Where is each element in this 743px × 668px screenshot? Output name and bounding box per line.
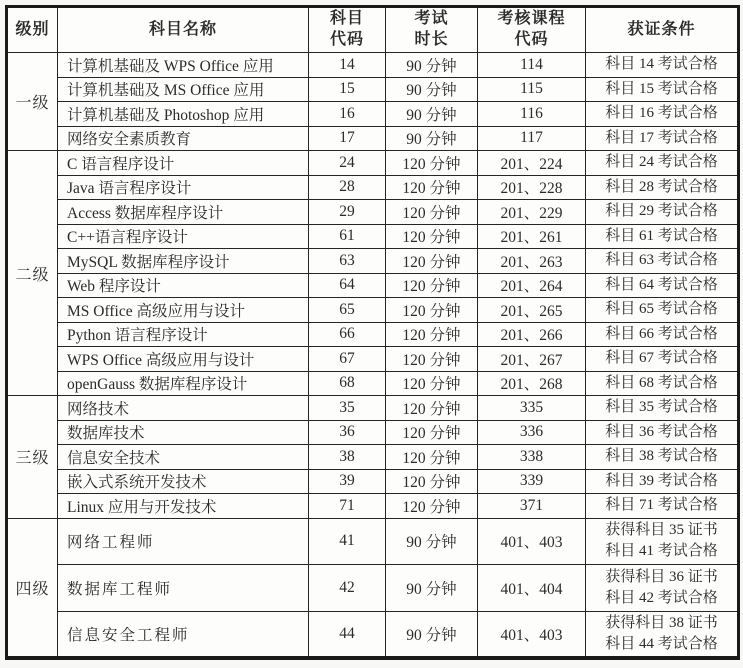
table-row — [7, 102, 739, 127]
subject-cell: 网络安全素质教育 — [58, 126, 309, 151]
condition-cell — [586, 371, 739, 396]
condition-line: 科目 15 考试合格 — [605, 80, 718, 97]
condition-cell — [586, 396, 739, 421]
code-cell: 63 — [309, 249, 386, 274]
duration-cell: 120 分钟 — [386, 175, 478, 200]
subject-cell: MySQL 数据库程序设计 — [58, 249, 309, 274]
condition-line: 科目 71 考试合格 — [605, 497, 718, 514]
table-row — [7, 322, 739, 347]
table-row — [7, 518, 739, 565]
condition-line: 获得科目 35 证书 — [605, 522, 718, 539]
condition-cell — [586, 469, 739, 494]
table-row — [7, 249, 739, 274]
code-cell: 71 — [309, 494, 386, 519]
condition-cell — [586, 565, 739, 612]
duration-cell: 90 分钟 — [386, 611, 478, 658]
condition-cell — [586, 249, 739, 274]
condition-line: 获得科目 36 证书 — [605, 568, 718, 585]
course-codes-cell: 201、265 — [478, 298, 586, 323]
subject-cell: Python 语言程序设计 — [58, 322, 309, 347]
condition-line: 科目 67 考试合格 — [605, 350, 718, 367]
level-cell: 一级 — [7, 53, 58, 151]
header-subject-code — [309, 7, 386, 53]
course-codes-cell: 336 — [478, 420, 586, 445]
header-duration-line2: 时长 — [414, 31, 449, 48]
condition-cell — [586, 445, 739, 470]
course-codes-cell: 116 — [478, 102, 586, 127]
subject-cell: Linux 应用与开发技术 — [58, 494, 309, 519]
condition-cell — [586, 494, 739, 519]
course-codes-cell: 201、261 — [478, 224, 586, 249]
level-cell: 三级 — [7, 396, 58, 519]
subject-cell: WPS Office 高级应用与设计 — [58, 347, 309, 372]
condition-cell — [586, 347, 739, 372]
subject-cell: 网络技术 — [58, 396, 309, 421]
duration-cell: 120 分钟 — [386, 151, 478, 176]
table-row — [7, 298, 739, 323]
course-codes-cell: 371 — [478, 494, 586, 519]
duration-cell: 120 分钟 — [386, 371, 478, 396]
table-row — [7, 420, 739, 445]
condition-line: 科目 41 考试合格 — [605, 543, 718, 560]
header-level — [7, 7, 58, 53]
duration-cell: 120 分钟 — [386, 494, 478, 519]
table-row — [7, 565, 739, 612]
course-codes-cell: 114 — [478, 53, 586, 78]
duration-cell: 120 分钟 — [386, 200, 478, 225]
code-cell: 15 — [309, 77, 386, 102]
duration-cell: 120 分钟 — [386, 347, 478, 372]
subject-cell: 数据库工程师 — [58, 565, 309, 612]
table-body — [7, 53, 739, 658]
course-codes-cell: 401、404 — [478, 565, 586, 612]
subject-cell: 信息安全工程师 — [58, 611, 309, 658]
course-codes-cell: 201、229 — [478, 200, 586, 225]
condition-cell — [586, 102, 739, 127]
code-cell: 28 — [309, 175, 386, 200]
course-codes-cell: 201、266 — [478, 322, 586, 347]
condition-line: 科目 35 考试合格 — [605, 399, 718, 416]
subject-cell: C 语言程序设计 — [58, 151, 309, 176]
subject-cell: 网络工程师 — [58, 518, 309, 565]
condition-line: 获得科目 38 证书 — [605, 614, 718, 631]
code-cell: 41 — [309, 518, 386, 565]
table-row — [7, 494, 739, 519]
subject-cell: 计算机基础及 Photoshop 应用 — [58, 102, 309, 127]
header-subject — [58, 7, 309, 53]
header-duration-line1: 考试 — [414, 10, 449, 28]
duration-cell: 120 分钟 — [386, 469, 478, 494]
duration-cell: 120 分钟 — [386, 224, 478, 249]
condition-line: 科目 16 考试合格 — [605, 105, 718, 122]
condition-cell — [586, 224, 739, 249]
course-codes-cell: 201、264 — [478, 273, 586, 298]
subject-cell: 嵌入式系统开发技术 — [58, 469, 309, 494]
condition-line: 科目 68 考试合格 — [605, 374, 718, 391]
condition-cell — [586, 322, 739, 347]
subject-cell: 计算机基础及 MS Office 应用 — [58, 77, 309, 102]
duration-cell: 120 分钟 — [386, 420, 478, 445]
duration-cell: 120 分钟 — [386, 273, 478, 298]
header-condition-label: 获证条件 — [627, 20, 696, 38]
subject-cell: Web 程序设计 — [58, 273, 309, 298]
code-cell: 35 — [309, 396, 386, 421]
code-cell: 36 — [309, 420, 386, 445]
header-subject-code-line2: 代码 — [329, 31, 364, 48]
table-row — [7, 151, 739, 176]
duration-cell: 120 分钟 — [386, 249, 478, 274]
duration-cell: 120 分钟 — [386, 322, 478, 347]
condition-line: 科目 65 考试合格 — [605, 301, 718, 318]
duration-cell: 90 分钟 — [386, 518, 478, 565]
table-row — [7, 347, 739, 372]
table-row — [7, 611, 739, 658]
duration-cell: 120 分钟 — [386, 396, 478, 421]
condition-cell — [586, 77, 739, 102]
level-cell: 四级 — [7, 518, 58, 658]
condition-line: 科目 44 考试合格 — [605, 635, 718, 652]
header-duration — [386, 7, 478, 53]
duration-cell: 90 分钟 — [386, 102, 478, 127]
condition-line: 科目 61 考试合格 — [605, 227, 718, 244]
duration-cell: 90 分钟 — [386, 77, 478, 102]
condition-cell — [586, 518, 739, 565]
condition-line: 科目 64 考试合格 — [605, 276, 718, 293]
condition-line: 科目 28 考试合格 — [605, 178, 718, 195]
course-codes-cell: 335 — [478, 396, 586, 421]
duration-cell: 120 分钟 — [386, 445, 478, 470]
table-row — [7, 53, 739, 78]
duration-cell: 90 分钟 — [386, 565, 478, 612]
table-row — [7, 224, 739, 249]
course-codes-cell: 201、228 — [478, 175, 586, 200]
condition-cell — [586, 273, 739, 298]
code-cell: 68 — [309, 371, 386, 396]
code-cell: 17 — [309, 126, 386, 151]
condition-cell — [586, 611, 739, 658]
header-condition — [586, 7, 739, 53]
code-cell: 38 — [309, 445, 386, 470]
table-row — [7, 77, 739, 102]
condition-line: 科目 39 考试合格 — [605, 472, 718, 489]
code-cell: 29 — [309, 200, 386, 225]
code-cell: 16 — [309, 102, 386, 127]
course-codes-cell: 115 — [478, 77, 586, 102]
condition-cell — [586, 420, 739, 445]
course-codes-cell: 201、224 — [478, 151, 586, 176]
condition-cell — [586, 298, 739, 323]
condition-line: 科目 42 考试合格 — [605, 589, 718, 606]
code-cell: 39 — [309, 469, 386, 494]
condition-cell — [586, 151, 739, 176]
code-cell: 66 — [309, 322, 386, 347]
course-codes-cell: 401、403 — [478, 518, 586, 565]
subject-cell: 信息安全技术 — [58, 445, 309, 470]
header-course-codes — [478, 7, 586, 53]
course-codes-cell: 117 — [478, 126, 586, 151]
table-row — [7, 126, 739, 151]
table-row — [7, 200, 739, 225]
subject-cell: MS Office 高级应用与设计 — [58, 298, 309, 323]
condition-line: 科目 38 考试合格 — [605, 448, 718, 465]
header-course-codes-line1: 考核课程 — [497, 10, 566, 28]
duration-cell: 90 分钟 — [386, 126, 478, 151]
code-cell: 67 — [309, 347, 386, 372]
subject-cell: C++语言程序设计 — [58, 224, 309, 249]
code-cell: 44 — [309, 611, 386, 658]
header-subject-code-line1: 科目 — [329, 10, 364, 28]
course-codes-cell: 339 — [478, 469, 586, 494]
condition-cell — [586, 200, 739, 225]
header-subject-label: 科目名称 — [148, 20, 217, 38]
code-cell: 42 — [309, 565, 386, 612]
course-codes-cell: 338 — [478, 445, 586, 470]
condition-line: 科目 63 考试合格 — [605, 252, 718, 269]
header-level-label: 级别 — [15, 20, 50, 38]
subject-cell: Java 语言程序设计 — [58, 175, 309, 200]
table-row — [7, 273, 739, 298]
condition-line: 科目 14 考试合格 — [605, 56, 718, 73]
condition-line: 科目 24 考试合格 — [605, 154, 718, 171]
course-codes-cell: 401、403 — [478, 611, 586, 658]
code-cell: 65 — [309, 298, 386, 323]
code-cell: 24 — [309, 151, 386, 176]
subject-cell: 数据库技术 — [58, 420, 309, 445]
exam-subjects-table — [5, 5, 740, 660]
course-codes-cell: 201、268 — [478, 371, 586, 396]
header-course-codes-line2: 代码 — [514, 31, 549, 48]
subject-cell: Access 数据库程序设计 — [58, 200, 309, 225]
condition-line: 科目 29 考试合格 — [605, 203, 718, 220]
condition-line: 科目 36 考试合格 — [605, 423, 718, 440]
condition-line: 科目 66 考试合格 — [605, 325, 718, 342]
code-cell: 61 — [309, 224, 386, 249]
code-cell: 64 — [309, 273, 386, 298]
condition-line: 科目 17 考试合格 — [605, 129, 718, 146]
table-row — [7, 371, 739, 396]
table-row — [7, 445, 739, 470]
code-cell: 14 — [309, 53, 386, 78]
course-codes-cell: 201、263 — [478, 249, 586, 274]
condition-cell — [586, 175, 739, 200]
table-row — [7, 469, 739, 494]
subject-cell: 计算机基础及 WPS Office 应用 — [58, 53, 309, 78]
subject-cell: openGauss 数据库程序设计 — [58, 371, 309, 396]
level-cell: 二级 — [7, 151, 58, 396]
condition-cell — [586, 126, 739, 151]
header-row — [7, 7, 739, 53]
table-row — [7, 396, 739, 421]
table-header — [7, 7, 739, 53]
condition-cell — [586, 53, 739, 78]
duration-cell: 90 分钟 — [386, 53, 478, 78]
course-codes-cell: 201、267 — [478, 347, 586, 372]
table-row — [7, 175, 739, 200]
duration-cell: 120 分钟 — [386, 298, 478, 323]
